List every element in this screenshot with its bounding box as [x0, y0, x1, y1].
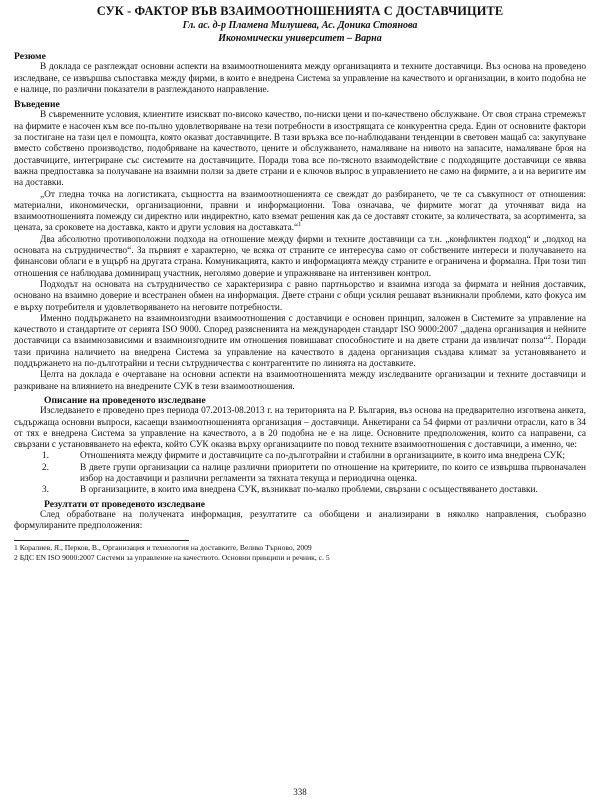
abstract-text: В доклада се разглеждат основни аспекти на взаимоотношенията между организацията и техните доставчици. Въз основа на проведено изследване, се извършва съпоставка между фирми, в които е внедрена Система за управление на качеството и организации, в които подобна не е налице, по различни показатели в разглежданото направление. — [14, 62, 586, 95]
list-item — [14, 485, 586, 496]
footnote-divider — [14, 540, 189, 541]
list-item-text: В двете групи организации са налице различни приоритети по отношение на критериите, по които се извършва първоначален избор на доставчици и различни регламенти за тяхната текуща и периодична оценка. — [80, 462, 586, 484]
list-item-number: 1. — [42, 451, 49, 462]
list-item-text: Отношенията между фирмите и доставчиците са по-дълготрайни и стабилни в организациите, в които има внедрена СУК; — [80, 451, 566, 462]
affiliation: Икономически университет – Варна — [218, 33, 382, 44]
intro-paragraph-3: Два абсолютно противоположни подхода на отношение между фирми и техните доставчици са т.н. „конфликтен подход“ и „подход на основата на сътрудничество“. За първият е характерно, че всяка от страните се интересува само от собствените интереси и получаването на финансови облаги е в ущърб на другата страна. Комуникацията, както и информацията между страните е ограничена и формална. При този тип отношения се наблюдава доминиращ участник, неголямо доверие и упражняване на интензивен контрол. — [14, 234, 586, 279]
list-item-number: 3. — [42, 485, 49, 496]
paper-title: СУК - ФАКТОР ВЪВ ВЗАИМООТНОШЕНИЯТА С ДОСТАВЧИЦИТЕ — [96, 4, 504, 18]
list-item-number: 2. — [42, 462, 49, 473]
footnote-ref-2: 2 — [547, 334, 551, 342]
intro-paragraph-2 — [14, 190, 586, 235]
method-paragraph-1: Изследването е проведено през периода 07.2013-08.2013 г. на територията на Р. България, въз основа на предварително изготвена анкета, съдържаща основни въпроси, касаещи взаимоотношенията организация – доставчици. Анкетирани са 54 фирми от различни отрасли, като в 34 от тях е внедрена Система за управление на качеството, а в 20 подобна не е на лице. Основните предположения, които са направени, са свързани с установяването на ефекта, който СУК оказва върху организациите по повод техните взаимоотношения с доставчици, а именно, че: — [14, 406, 586, 451]
intro-paragraph-4: Подходът на основата на сътрудничество се характеризира с равно партньорство и взаимна изгода за фирмата и нейния доставчик, основано на взаимно доверие и всестранен обмен на информация. Двете страни с общи усилия решават възникнали проблеми, като фокуса им е върху потребителя и удовлетворяването на неговите потребности. — [14, 279, 586, 313]
list-item — [14, 451, 586, 462]
abstract-heading: Резюме — [14, 51, 46, 62]
page-number: 338 — [293, 787, 307, 797]
intro-paragraph-5-tail: . Поради тази причина наличието на внедрена Система за управление на качеството в дадена организация създава климат за установяването и поддържането на по-дълготрайни и тесни сътрудничества с контрагентите по линията на доставките. — [14, 336, 586, 370]
intro-paragraph-6: Целта на доклада е очертаване на основни аспекти на взаимоотношенията между изследваните организации и техните доставчици и разкриване на влиянието на внедрените СУК в тези взаимоотношения. — [14, 370, 586, 392]
intro-paragraph-1: В съвременните условия, клиентите изискват по-високо качество, по-ниски цени и по-качествено обслужване. От своя страна стремежът на фирмите е насочен към все по-пълно удовлетворяване на тези потребности в изострящата се конкурентна среда. Един от основните фактори за постигане на тази цел е помощта, която оказват доставчиците. В тази връзка все по-наблюдавани тенденции в световен мащаб са: закупуване вместо собствено производство, подобряване на качеството, цените и обслужването, намаляване на нивото на запасите, намаляване броя на доставчиците, интегриране със системите на доставчиците. Поради това все по-тясното взаимодействие с подходящите доставчици се явява важна предпоставка за получаване на взаимни ползи за двете страни и е ключов въпрос в управлението не само на фирмите, а и на веригите им на доставки. — [14, 110, 586, 189]
list-item-text: В организациите, в които има внедрена СУК, възникват по-малко проблеми, свързани с осъществяването доставки. — [80, 485, 538, 496]
footnote-ref-1: 1 — [298, 221, 302, 229]
intro-paragraph-2-text: „От гледна точка на логистиката, същността на взаимоотношенията се свеждат до разбирането, че те са съвкупност от отношения: материални, икономически, организационни, правни и информационни. Това означава, че фирмите могат да уточняват вида на взаимоотношенията помежду си директно или индиректно, като вземат решения как да се доставят стоките, за количествата, за асортимента, за цената, за сроковете на доставка, както и други условия на доставката.“ — [14, 189, 586, 234]
intro-paragraph-5 — [14, 314, 586, 370]
footnote-1: 1 Коралиев, Я., Перков, В., Организация и технология на доставките, Велико Търново, 2009 — [14, 543, 312, 553]
intro-paragraph-5-text: Именно поддържането на взаимноизгодни взаимоотношения с доставчици е основен принцип, заложен в Системите за управление на качеството и стандартите от серията ISO 9000. Според разясненията на международен стандарт ISO 9000:2007 „дадена организация и нейните доставчици са взаимнозависими и взаимноизгодните им отношения повишават способностите и на двете страни да извличат полза“ — [14, 313, 586, 347]
results-heading: Резултати от проведеното изследване — [44, 498, 205, 510]
authors: Гл. ас. д-р Пламена Милушева, Ас. Доника Стоянова — [182, 20, 418, 31]
footnote-2: 2 БДС EN ISO 9000:2007 Системи за управление на качеството. Основни принципи и речник, с. 5 — [14, 553, 330, 563]
method-heading: Описание на проведеното изследване — [44, 394, 206, 406]
list-item — [14, 463, 586, 486]
results-paragraph-1: След обработване на получената информация, резултатите са обобщени и анализирани в няколко направления, съобразно формулираните предположения: — [14, 509, 586, 532]
intro-heading: Въведение — [14, 99, 60, 111]
